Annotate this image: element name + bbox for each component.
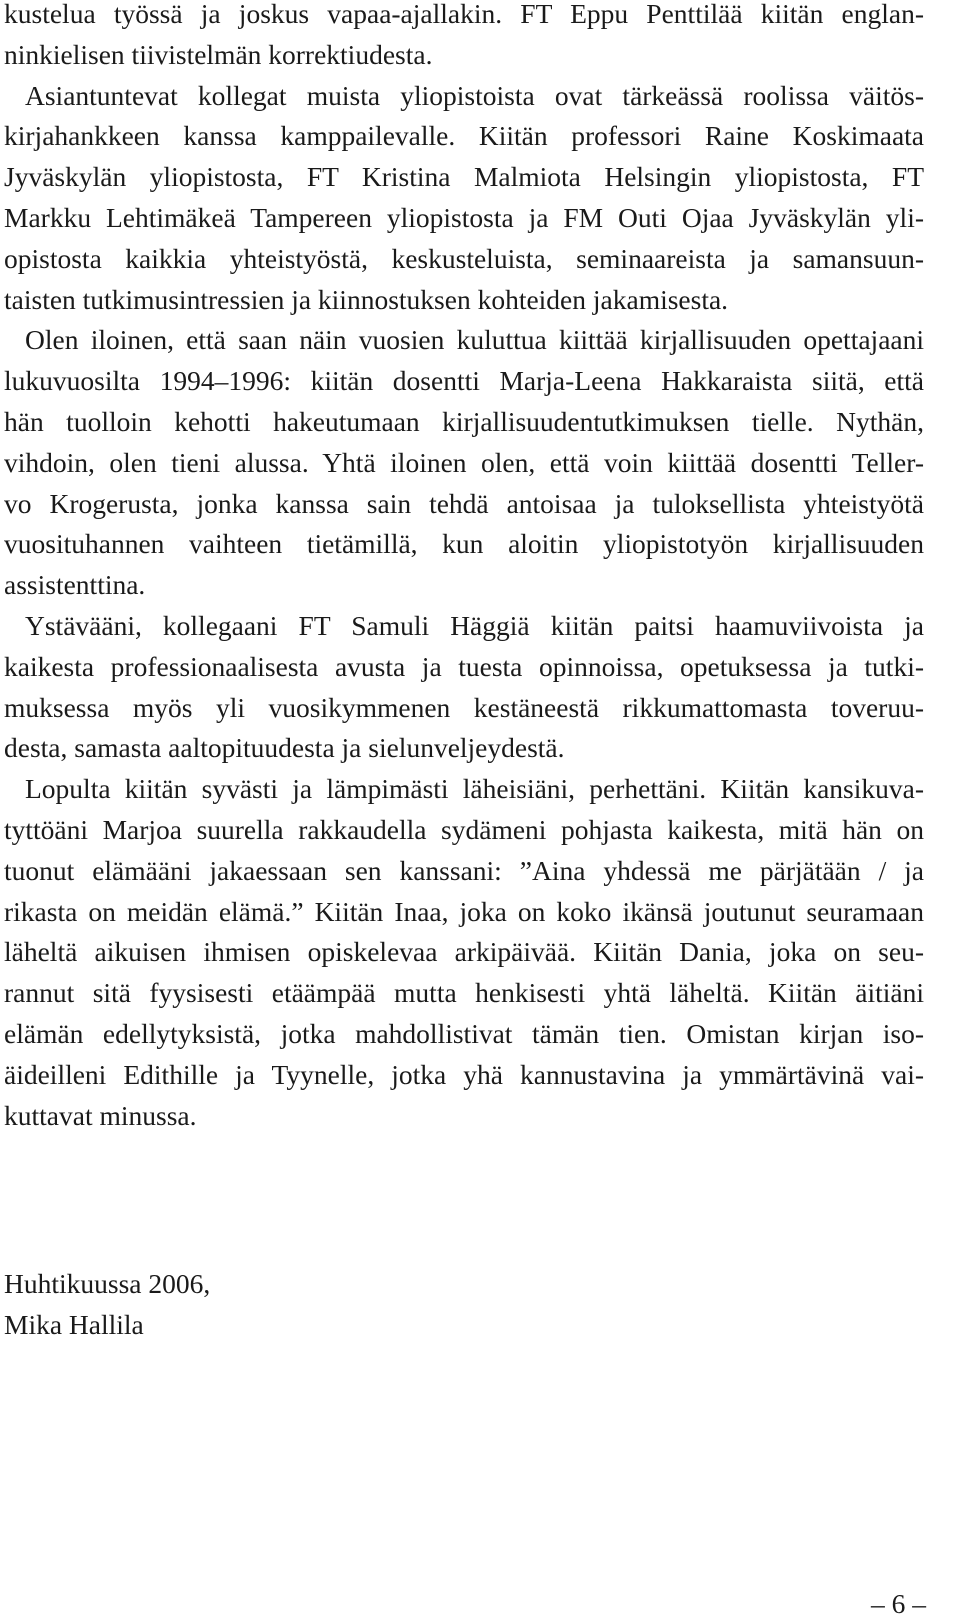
- text-line: vihdoin, olen tieni alussa. Yhtä iloinen olen, että voin kiittää dosentti Teller-: [4, 446, 924, 478]
- acknowledgements-text: [4, 0, 924, 1136]
- text-line: desta, samasta aaltopituudesta ja sielunveljeydestä.: [4, 732, 565, 764]
- text-line: rannut sitä fyysisesti etäämpää mutta henkisesti yhtä läheltä. Kiitän äitiäni: [4, 977, 924, 1009]
- text-line: vo Krogerusta, jonka kanssa sain tehdä antoisaa ja tuloksellista yhteistyötä: [4, 487, 924, 519]
- text-line: Ystävääni, kollegaani FT Samuli Häggiä kiitän paitsi haamuviivoista ja: [25, 609, 924, 641]
- text-line: kuttavat minussa.: [4, 1099, 197, 1131]
- text-line: assistenttina.: [4, 569, 146, 601]
- page-number: – 6 –: [871, 1588, 926, 1619]
- text-line: tuonut elämääni jakaessaan sen kanssani: ”Aina yhdessä me pärjätään / ja: [4, 854, 924, 886]
- text-line: rikasta on meidän elämä.” Kiitän Inaa, joka on koko ikänsä joutunut seuramaan: [4, 895, 924, 927]
- signature-name: Mika Hallila: [4, 1308, 144, 1340]
- text-line: vuosituhannen vaihteen tietämillä, kun aloitin yliopistotyön kirjallisuuden: [4, 528, 924, 560]
- signature-date: Huhtikuussa 2006,: [4, 1268, 211, 1299]
- text-line: hän tuolloin kehotti hakeutumaan kirjallisuudentutkimuksen tielle. Nythän,: [4, 405, 924, 437]
- text-line: ninkielisen tiivistelmän korrektiudesta.: [4, 38, 433, 70]
- page-number-container: [0, 1588, 926, 1620]
- text-line: taisten tutkimusintressien ja kiinnostuksen kohteiden jakamisesta.: [4, 283, 729, 315]
- text-line: Markku Lehtimäkeä Tampereen yliopistosta ja FM Outi Ojaa Jyväskylän yli-: [4, 201, 924, 233]
- text-line: tyttöäni Marjoa suurella rakkaudella sydämeni pohjasta kaikesta, mitä hän on: [4, 813, 924, 845]
- text-line: kaikesta professionaalisesta avusta ja tuesta opinnoissa, opetuksessa ja tutki-: [4, 650, 924, 682]
- text-line: kirjahankkeen kanssa kamppailevalle. Kiitän professori Raine Koskimaata: [4, 120, 924, 152]
- text-line: kustelua työssä ja joskus vapaa-ajallakin. FT Eppu Penttilää kiitän englan-: [4, 0, 924, 29]
- text-line: Asiantuntevat kollegat muista yliopistoista ovat tärkeässä roolissa väitös-: [25, 79, 924, 111]
- signature-block: [4, 1264, 210, 1346]
- text-line: äideilleni Edithille ja Tyynelle, jotka yhä kannustavina ja ymmärtävinä vai-: [4, 1058, 924, 1090]
- text-line: opistosta kaikkia yhteistyöstä, keskusteluista, seminaareista ja samansuun-: [4, 242, 924, 274]
- text-line: Jyväskylän yliopistosta, FT Kristina Malmiota Helsingin yliopistosta, FT: [4, 161, 924, 193]
- text-line: muksessa myös yli vuosikymmenen kestäneestä rikkumattomasta toveruu-: [4, 691, 924, 723]
- text-line: Lopulta kiitän syvästi ja lämpimästi läheisiäni, perhettäni. Kiitän kansikuva-: [25, 773, 924, 805]
- text-line: lukuvuosilta 1994–1996: kiitän dosentti Marja-Leena Hakkaraista siitä, että: [4, 365, 924, 397]
- text-line: elämän edellytyksistä, jotka mahdollistivat tämän tien. Omistan kirjan iso-: [4, 1017, 924, 1049]
- text-line: läheltä aikuisen ihmisen opiskelevaa arkipäivää. Kiitän Dania, joka on seu-: [4, 936, 924, 968]
- text-line: Olen iloinen, että saan näin vuosien kuluttua kiittää kirjallisuuden opettajaani: [25, 324, 924, 356]
